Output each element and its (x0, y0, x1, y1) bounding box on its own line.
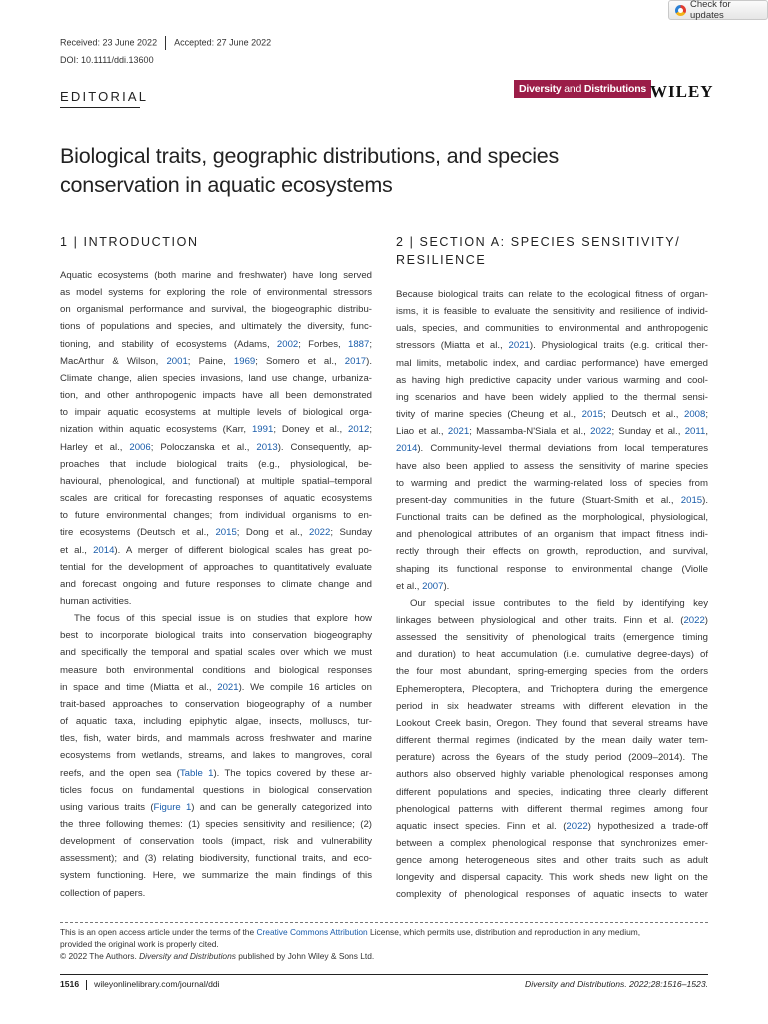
body-line: uals, species, and communities to environmental and anthropogenic (396, 323, 708, 335)
body-line: as model systems for exploring the role of environmental stressors (60, 287, 372, 299)
footer-rule (60, 974, 708, 975)
body-line: isms, it is feasible to evaluate the sensitivity and resilience of individ- (396, 306, 708, 318)
citation-link[interactable]: 2001 (166, 355, 188, 367)
citation-link[interactable]: 2022 (683, 614, 705, 626)
citation-link[interactable]: Figure 1 (153, 801, 192, 813)
body-line: using various traits (Figure 1) and can be generally categorized into (60, 801, 372, 813)
body-line: 2014). Community-level thermal deviations from local temperatures (396, 443, 708, 455)
citation-link[interactable]: 2021 (217, 681, 239, 693)
title-line-2: conservation in aquatic ecosystems (60, 173, 393, 197)
body-line: and phenological attributes of an organism that impact fitness indi- (396, 529, 708, 541)
body-line: Climate change, alien species invasions, land use change, urbaniza- (60, 372, 372, 384)
section-label: EDITORIAL (60, 89, 149, 104)
citation-link[interactable]: 2008 (683, 409, 706, 421)
creative-commons-link[interactable]: Creative Commons Attribution (256, 927, 368, 937)
page-footer-left (60, 979, 220, 990)
copyright-journal: Diversity and Distributions (139, 951, 236, 961)
section-1-heading: 1 | INTRODUCTION (60, 235, 199, 249)
check-for-updates-button[interactable] (668, 0, 768, 20)
doi[interactable]: DOI: 10.1111/ddi.13600 (60, 55, 154, 65)
body-line: Liao et al., 2021; Massamba-N'Siala et al., 2022; Sunday et al., 2011, (396, 426, 708, 438)
citation-link[interactable]: 2022 (590, 426, 612, 438)
section-label-underline (60, 107, 140, 108)
body-line: ecosystems from wetlands, streams, and lakes to mangroves, coral (60, 750, 372, 762)
citation-link[interactable]: 2015 (215, 527, 237, 539)
journal-badge[interactable] (514, 80, 651, 98)
citation-link[interactable]: 2007 (422, 580, 444, 592)
body-line: in space and time (Miatta et al., 2021). We compile 16 articles on (60, 681, 372, 693)
citation-link[interactable]: 2017 (344, 355, 367, 367)
body-line: between a complex phenological response that synchronizes emer- (396, 838, 708, 849)
body-line: tire ecosystems (Deutsch et al., 2015; Dong et al., 2022; Sunday (60, 527, 373, 539)
body-line: Ephemeroptera, Plecoptera, and Trichoptera during the emergence (396, 683, 708, 695)
body-line: Harley et al., 2006; Poloczanska et al., 2013). Consequently, ap- (60, 441, 372, 453)
body-line: ing scenarios and have been widely applied to the thermal sensi- (396, 391, 708, 403)
body-line: system functioning. Here, we summarize the main findings of this (60, 870, 372, 882)
journal-url[interactable]: wileyonlinelibrary.com/journal/ddi (94, 979, 220, 989)
citation-link[interactable]: 2012 (347, 424, 370, 436)
license-line-2: provided the original work is properly cited. (60, 939, 219, 949)
divider (165, 36, 166, 50)
body-line: to future environmental changes; from individual organisms to en- (60, 510, 372, 522)
article-title (60, 142, 700, 200)
license-note (60, 926, 720, 962)
body-line: tions of populations and species, and ultimately the diversity, func- (60, 321, 372, 333)
body-line: Functional traits can be defined as the morphological, physiological, (396, 512, 708, 524)
body-line: assessment); and (3) relating biodiversity, functional traits, and eco- (60, 853, 372, 865)
citation-link[interactable]: 1991 (251, 424, 274, 436)
body-line: have also been applied to assess the sensitivity of marine species (396, 460, 708, 472)
body-line: Because biological traits can relate to the ecological fitness of organ- (396, 289, 708, 300)
body-line: nization within aquatic ecosystems (Karr, 1991; Doney et al., 2012; (60, 424, 372, 436)
body-column-left (60, 267, 372, 902)
accepted-date: Accepted: 27 June 2022 (174, 37, 272, 48)
footnote-divider (60, 922, 708, 923)
body-line: phenological patterns with different thermal regimes among four (396, 803, 708, 815)
received-date: Received: 23 June 2022 (60, 37, 158, 48)
body-line: assessed the sensitivity of phenological traits (emergence timing (396, 632, 708, 644)
body-line: on organismal performance and survival, the biogeographic distribu- (60, 304, 372, 316)
body-line: gence among heterogeneous sites and other traits such as adult (396, 855, 708, 867)
copyright-line (60, 950, 720, 962)
body-line: rectly through their effects on growth, reproduction, and survival, (396, 546, 708, 558)
citation-link[interactable]: 2015 (581, 409, 604, 421)
body-line: ticles focus on fundamental questions in biological conservation (60, 784, 372, 796)
copyright-text: © 2022 The Authors. (60, 951, 140, 961)
citation-link[interactable]: 1887 (347, 338, 370, 350)
body-line: Lookout Creek basin, Oregon. They found that several streams have (396, 717, 708, 729)
body-line: stressors (Miatta et al., 2021). Physiological traits (e.g. critical ther- (396, 340, 708, 352)
dates-line (60, 36, 271, 50)
body-line: shaping its functional response to environmental change (Violle (396, 563, 708, 575)
crossmark-icon (675, 5, 686, 16)
license-line-1 (60, 926, 720, 938)
license-text: This is an open access article under the terms of the (60, 927, 257, 937)
body-line: linkages between physiological and other traits. Finn et al. (2022) (396, 614, 708, 626)
publisher-logo[interactable]: WILEY (650, 82, 714, 101)
journal-badge-part1: Diversity (519, 83, 562, 95)
citation-link[interactable]: 2014 (93, 544, 115, 556)
body-line: and duration) to heat accumulation (i.e. cumulative degree-days) of (396, 649, 708, 661)
section-2-heading-line-2: RESILIENCE (396, 253, 487, 267)
body-line: tles, fish, water birds, and mammals across freshwater and marine (60, 733, 372, 745)
citation-link[interactable]: 2011 (684, 426, 706, 438)
license-text-continued: License, which permits use, distribution and reproduction in any medium, (367, 927, 641, 937)
body-line: different populations and species, indicating three clearly different (396, 786, 708, 798)
footer-divider (86, 980, 87, 990)
body-line: aquatic insect species. Finn et al. (2022) hypothesized a trade-off (396, 820, 708, 832)
body-line: present-day communities in the future (Stuart-Smith et al., 2015). (396, 494, 708, 506)
body-line: et al., 2007). (396, 580, 450, 592)
body-line: trait-based approaches to conservation biogeography of a number (60, 698, 372, 710)
citation-link[interactable]: 2021 (508, 340, 530, 352)
title-line-1: Biological traits, geographic distributions, and species (60, 144, 560, 168)
body-line: The focus of this special issue is on studies that explore how (74, 613, 372, 625)
body-line: scales are critical for forecasting responses of aquatic ecosystems (60, 493, 372, 505)
section-2-heading (396, 233, 716, 269)
citation-link[interactable]: 2002 (276, 338, 299, 350)
body-line: development of conservation tools (impact, risk and vulnerability (60, 836, 372, 848)
body-line: Our special issue contributes to the field by identifying key (410, 597, 708, 609)
body-line: period in six headwater streams with different elevation in the (396, 700, 708, 712)
body-line: to impair aquatic ecosystems at multiple levels of biological orga- (60, 407, 372, 419)
body-line: best to incorporate biological traits into conservation biogeography (60, 630, 372, 642)
body-line: mal limits, metabolic index, and cardiac performance) have emerged (396, 357, 708, 369)
check-for-updates-label: Check for updates (689, 0, 731, 21)
body-line: et al., 2014). A merger of different biological scales has great po- (60, 544, 372, 556)
citation-link[interactable]: 2015 (680, 494, 703, 506)
citation-link[interactable]: 1969 (233, 355, 256, 367)
body-line: to warming and predict the warming-related loss of species from (396, 477, 708, 489)
body-line: perature) across the 6years of the study period (2009–2014). The (396, 752, 708, 764)
page-number: 1516 (60, 979, 80, 989)
journal-badge-and: and (564, 83, 582, 95)
body-line: tivity of marine species (Cheung et al., 2015; Deutsch et al., 2008; (396, 409, 708, 421)
body-line: of aquatic taxa, including epiphytic algae, insects, molluscs, tur- (60, 716, 372, 728)
body-line: complexity of phenological responses of aquatic insects to water (396, 889, 708, 901)
body-column-right (396, 286, 708, 904)
citation-link[interactable]: 2006 (129, 441, 151, 453)
body-line: collection of papers. (60, 887, 146, 899)
body-line: tioning, and stability of ecosystems (Adams, 2002; Forbes, 1887; (60, 338, 372, 350)
body-line: tion, and other anthropogenic impacts have all been demonstrated (60, 390, 372, 402)
citation-link[interactable]: 2021 (447, 426, 470, 438)
body-line: MacArthur & Wilson, 2001; Paine, 1969; Somero et al., 2017). (60, 355, 372, 367)
body-line: longevity and dispersal capacity. This work sheds new light on the (396, 872, 708, 884)
body-line: as having high predictive capacity under various warming and cool- (396, 374, 708, 386)
citation-link[interactable]: 2013 (256, 441, 278, 453)
copyright-publisher: published by John Wiley & Sons Ltd. (235, 951, 375, 961)
body-line: tential for the development of approaches to quantitatively evaluate (60, 561, 372, 573)
body-line: reefs, and the open sea (Table 1). The topics covered by these ar- (60, 767, 373, 779)
body-line: authors also observed highly variable phenological responses among (396, 769, 708, 781)
page-footer-citation: Diversity and Distributions. 2022;28:1516–1523. (525, 979, 708, 989)
section-2-heading-line-1: 2 | SECTION A: SPECIES SENSITIVITY/ (396, 235, 681, 249)
body-line: the three following themes: (1) species sensitivity and resilience; (2) (60, 819, 372, 830)
citation-link[interactable]: 2022 (566, 820, 588, 832)
body-line: different thermal regimes (indicated by the mean daily water tem- (396, 735, 708, 747)
citation-link[interactable]: 2022 (309, 527, 331, 539)
body-line: havioural, phenological, and functional) at multiple spatial–temporal (60, 475, 372, 487)
body-line: and specifically the temporal and spatial scales over which we must (60, 647, 372, 659)
body-line: human activities. (60, 595, 132, 607)
body-line: and forecast ongoing and future responses to climate change and (60, 578, 372, 590)
body-line: Aquatic ecosystems (both marine and freshwater) have long served (60, 270, 372, 281)
journal-badge-part2: Distributions (583, 83, 647, 95)
body-line: the four most abundant, spring-emerging species from the orders (396, 666, 708, 678)
citation-link[interactable]: Table 1 (179, 767, 214, 779)
citation-link[interactable]: 2014 (396, 443, 418, 455)
body-line: measure both environmental conditions and biological responses (60, 664, 372, 676)
body-line: proaches that include biological traits (e.g., physiological, be- (60, 458, 372, 470)
